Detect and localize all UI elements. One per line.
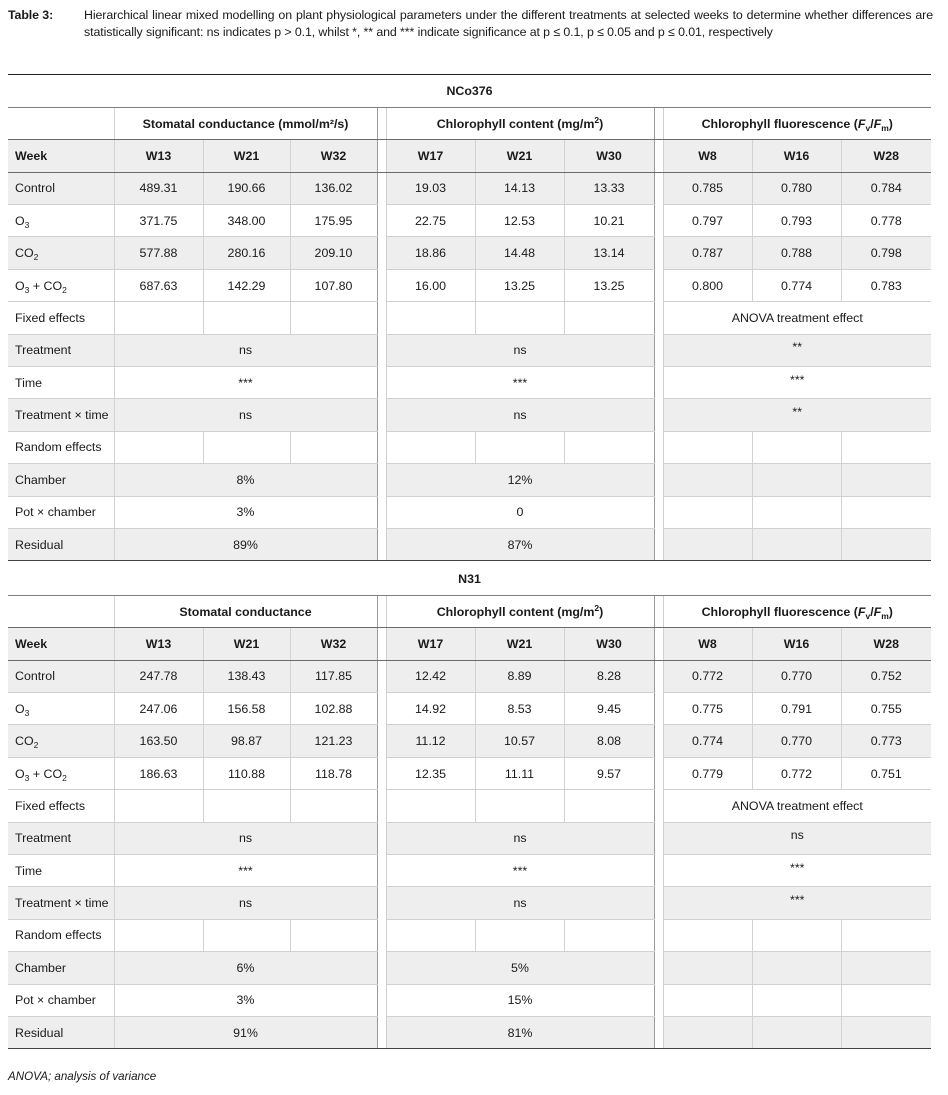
effect-label: Chamber: [8, 952, 114, 984]
group-label: ): [599, 604, 604, 619]
effect-value: ns: [114, 334, 377, 366]
table-row: [8, 693, 931, 725]
data-cell: 12.42: [386, 660, 475, 692]
data-cell: 247.06: [114, 693, 203, 725]
data-cell: 0.784: [841, 172, 931, 204]
week-header: W32: [290, 140, 377, 172]
effect-value: 12%: [386, 464, 654, 496]
anova-value: ***: [790, 893, 805, 908]
plus-sign: +: [29, 766, 44, 781]
subscript: v: [865, 122, 871, 133]
subscript: 2: [62, 284, 67, 295]
effect-label: Pot × chamber: [8, 984, 114, 1016]
effect-label: Treatment: [8, 822, 114, 854]
data-cell: 19.03: [386, 172, 475, 204]
subscript: 3: [24, 219, 30, 230]
group-header-row: [8, 595, 931, 627]
caption-label: Table 3:: [8, 8, 54, 22]
group-label: ): [888, 604, 893, 619]
week-header: W21: [475, 140, 564, 172]
data-cell: 13.25: [475, 269, 564, 301]
table-row: [8, 757, 931, 789]
random-effects-row: [8, 431, 931, 463]
effect-label: Time: [8, 855, 114, 887]
effect-label: Chamber: [8, 464, 114, 496]
group-label: ): [888, 116, 893, 131]
effect-value: ns: [386, 887, 654, 919]
subscript: 2: [33, 252, 39, 263]
anova-label: ANOVA treatment effect: [663, 302, 931, 334]
f-symbol: F: [857, 604, 866, 619]
effect-value: 0: [386, 496, 654, 528]
data-cell: 22.75: [386, 205, 475, 237]
group-label: /: [870, 604, 874, 619]
data-cell: 136.02: [290, 172, 377, 204]
treatment-cell: [8, 269, 114, 301]
week-header: W30: [564, 628, 654, 660]
effect-value: 87%: [386, 528, 654, 560]
anova-value: ns: [790, 828, 804, 843]
data-cell: 0.798: [841, 237, 931, 269]
plus-sign: +: [29, 278, 44, 293]
effect-label: Treatment × time: [8, 399, 114, 431]
data-cell: 9.57: [564, 757, 654, 789]
data-cell: 0.780: [752, 172, 841, 204]
anova-value: ***: [790, 372, 805, 387]
effect-value: 8%: [114, 464, 377, 496]
treatment-label: CO: [43, 278, 63, 293]
treatment-label: Control: [15, 669, 55, 684]
effect-value: 89%: [114, 528, 377, 560]
subscript: 2: [62, 772, 67, 783]
table-row: [8, 237, 931, 269]
group-label: Chlorophyll content (mg/m: [436, 116, 595, 131]
effect-value: 15%: [386, 984, 654, 1016]
cultivar-title-row: [8, 75, 931, 107]
treatment-cell: [8, 205, 114, 237]
group-stomatal: Stomatal conductance: [114, 595, 377, 627]
week-header: W8: [663, 140, 752, 172]
week-header: W13: [114, 140, 203, 172]
effect-value: 5%: [386, 952, 654, 984]
data-cell: 348.00: [203, 205, 290, 237]
week-header: W30: [564, 140, 654, 172]
treatment-cell: [8, 693, 114, 725]
anova-label: ANOVA treatment effect: [663, 790, 931, 822]
data-cell: 0.751: [841, 757, 931, 789]
data-cell: 138.43: [203, 660, 290, 692]
data-cell: 0.779: [663, 757, 752, 789]
data-cell: 577.88: [114, 237, 203, 269]
fixed-effects-label: Fixed effects: [8, 302, 114, 334]
data-cell: 98.87: [203, 725, 290, 757]
group-chl-content: [386, 107, 654, 139]
data-cell: 13.33: [564, 172, 654, 204]
data-cell: 16.00: [386, 269, 475, 301]
table-row: [8, 269, 931, 301]
effect-value: ns: [114, 399, 377, 431]
data-cell: 175.95: [290, 205, 377, 237]
data-cell: 0.752: [841, 660, 931, 692]
treatment-label: Control: [15, 181, 55, 196]
data-cell: 163.50: [114, 725, 203, 757]
treatment-label: CO: [15, 246, 34, 261]
random-effect-row: [8, 496, 931, 528]
data-cell: 14.48: [475, 237, 564, 269]
data-cell: 0.800: [663, 269, 752, 301]
fixed-effects-label: Fixed effects: [8, 790, 114, 822]
data-cell: 489.31: [114, 172, 203, 204]
table-row: [8, 725, 931, 757]
effect-value: ***: [114, 367, 377, 399]
fixed-effects-row: [8, 790, 931, 822]
data-cell: 190.66: [203, 172, 290, 204]
cultivar-title: N31: [8, 563, 931, 595]
data-cell: 8.08: [564, 725, 654, 757]
data-cell: 0.778: [841, 205, 931, 237]
fixed-effect-row: [8, 822, 931, 854]
data-cell: 14.92: [386, 693, 475, 725]
effect-label: Treatment × time: [8, 887, 114, 919]
effect-value: 6%: [114, 952, 377, 984]
group-chl-fluorescence: [663, 595, 931, 627]
data-cell: 0.772: [752, 757, 841, 789]
data-cell: 102.88: [290, 693, 377, 725]
data-cell: 0.791: [752, 693, 841, 725]
data-cell: 0.770: [752, 725, 841, 757]
group-label: /: [870, 116, 874, 131]
data-cell: 186.63: [114, 757, 203, 789]
table-nco376: [8, 75, 931, 561]
effect-value: ns: [114, 822, 377, 854]
data-cell: 0.775: [663, 693, 752, 725]
f-symbol: F: [857, 116, 866, 131]
treatment-label: O: [15, 701, 25, 716]
data-cell: 107.80: [290, 269, 377, 301]
data-cell: 0.783: [841, 269, 931, 301]
superscript: 2: [594, 602, 600, 613]
effect-value: ns: [386, 334, 654, 366]
cultivar-title: NCo376: [8, 75, 931, 107]
table-n31: [8, 563, 931, 1049]
data-cell: 121.23: [290, 725, 377, 757]
data-cell: 9.45: [564, 693, 654, 725]
data-cell: 13.14: [564, 237, 654, 269]
group-stomatal: Stomatal conductance (mmol/m²/s): [114, 107, 377, 139]
data-cell: 0.773: [841, 725, 931, 757]
fixed-effect-row: [8, 855, 931, 887]
week-header: W21: [203, 628, 290, 660]
random-effect-row: [8, 952, 931, 984]
treatment-cell: [8, 172, 114, 204]
data-cell: 11.12: [386, 725, 475, 757]
data-cell: 0.755: [841, 693, 931, 725]
week-header-row: [8, 140, 931, 172]
treatment-label: CO: [15, 734, 34, 749]
data-cell: 0.774: [752, 269, 841, 301]
f-symbol: F: [873, 604, 882, 619]
effect-value: ns: [386, 822, 654, 854]
group-header-row: [8, 107, 931, 139]
effect-value: 3%: [114, 984, 377, 1016]
data-cell: 117.85: [290, 660, 377, 692]
data-cell: 8.53: [475, 693, 564, 725]
treatment-cell: [8, 660, 114, 692]
table-caption: [8, 7, 933, 40]
anova-value: ***: [790, 860, 805, 875]
fixed-effect-row: [8, 887, 931, 919]
data-cell: 118.78: [290, 757, 377, 789]
week-header-row: [8, 628, 931, 660]
data-cell: 0.770: [752, 660, 841, 692]
subscript: m: [881, 122, 889, 133]
data-cell: 11.11: [475, 757, 564, 789]
group-label: Chlorophyll fluorescence (: [701, 604, 858, 619]
group-chl-content: [386, 595, 654, 627]
effect-value: ns: [114, 887, 377, 919]
table-row: [8, 205, 931, 237]
random-effect-row: [8, 984, 931, 1016]
fixed-effects-row: [8, 302, 931, 334]
data-cell: 8.89: [475, 660, 564, 692]
subscript: 3: [24, 772, 30, 783]
effect-value: ***: [114, 855, 377, 887]
week-header: W8: [663, 628, 752, 660]
data-cell: 18.86: [386, 237, 475, 269]
subscript: 2: [33, 740, 39, 751]
data-cell: 12.53: [475, 205, 564, 237]
superscript: 2: [594, 114, 600, 125]
anova-value: **: [792, 340, 803, 355]
data-cell: 0.774: [663, 725, 752, 757]
week-header: W17: [386, 140, 475, 172]
random-effects-row: [8, 919, 931, 951]
caption-text: Hierarchical linear mixed modelling on plant physiological parameters under the different treatments at selected weeks to determine whether differences are statistically significant: ns indicates p > 0.1, whilst *, ** and *** indicate significance at p ≤ 0.1, p ≤ 0.05 and p ≤ 0.01, respectively: [84, 8, 933, 39]
effect-value: ns: [386, 399, 654, 431]
data-cell: 0.785: [663, 172, 752, 204]
treatment-cell: [8, 725, 114, 757]
effect-value: 81%: [386, 1016, 654, 1048]
effect-value: ***: [386, 367, 654, 399]
effect-value: 91%: [114, 1016, 377, 1048]
cultivar-title-row: [8, 563, 931, 595]
week-header: W28: [841, 140, 931, 172]
table-row: [8, 660, 931, 692]
data-cell: 110.88: [203, 757, 290, 789]
random-effect-row: [8, 528, 931, 560]
fixed-effect-row: [8, 334, 931, 366]
treatment-cell: [8, 237, 114, 269]
data-cell: 280.16: [203, 237, 290, 269]
week-label: Week: [8, 140, 114, 172]
week-header: W21: [475, 628, 564, 660]
effect-label: Pot × chamber: [8, 496, 114, 528]
treatment-label: O: [15, 766, 25, 781]
fixed-effect-row: [8, 399, 931, 431]
data-cell: 8.28: [564, 660, 654, 692]
data-cell: 209.10: [290, 237, 377, 269]
fixed-effect-row: [8, 367, 931, 399]
effect-label: Time: [8, 367, 114, 399]
group-chl-fluorescence: [663, 107, 931, 139]
data-cell: 14.13: [475, 172, 564, 204]
week-header: W16: [752, 140, 841, 172]
anova-value: **: [792, 405, 803, 420]
treatment-cell: [8, 757, 114, 789]
group-label: Chlorophyll content (mg/m: [436, 604, 595, 619]
data-cell: 10.57: [475, 725, 564, 757]
data-cell: 142.29: [203, 269, 290, 301]
data-cell: 371.75: [114, 205, 203, 237]
data-cell: 0.793: [752, 205, 841, 237]
random-effect-row: [8, 464, 931, 496]
treatment-label: CO: [43, 766, 63, 781]
effect-label: Treatment: [8, 334, 114, 366]
data-cell: 0.787: [663, 237, 752, 269]
data-cell: 0.772: [663, 660, 752, 692]
data-cell: 687.63: [114, 269, 203, 301]
week-header: W28: [841, 628, 931, 660]
week-header: W17: [386, 628, 475, 660]
effect-label: Residual: [8, 528, 114, 560]
data-cell: 12.35: [386, 757, 475, 789]
data-cell: 247.78: [114, 660, 203, 692]
subscript: 3: [24, 284, 30, 295]
effect-value: ***: [386, 855, 654, 887]
data-cell: 156.58: [203, 693, 290, 725]
week-header: W21: [203, 140, 290, 172]
subscript: v: [865, 610, 871, 621]
data-cell: 0.797: [663, 205, 752, 237]
random-effects-label: Random effects: [8, 919, 114, 951]
table-row: [8, 172, 931, 204]
week-header: W13: [114, 628, 203, 660]
effect-value: 3%: [114, 496, 377, 528]
data-cell: 13.25: [564, 269, 654, 301]
random-effect-row: [8, 1016, 931, 1048]
effect-label: Residual: [8, 1016, 114, 1048]
treatment-label: O: [15, 278, 25, 293]
week-label: Week: [8, 628, 114, 660]
week-header: W32: [290, 628, 377, 660]
treatment-label: O: [15, 213, 25, 228]
random-effects-label: Random effects: [8, 431, 114, 463]
data-cell: 0.788: [752, 237, 841, 269]
group-label: ): [599, 116, 604, 131]
subscript: 3: [24, 707, 30, 718]
f-symbol: F: [873, 116, 882, 131]
week-header: W16: [752, 628, 841, 660]
group-label: Chlorophyll fluorescence (: [701, 116, 858, 131]
data-cell: 10.21: [564, 205, 654, 237]
table-footnote: ANOVA; analysis of variance: [8, 1070, 157, 1083]
subscript: m: [881, 610, 889, 621]
